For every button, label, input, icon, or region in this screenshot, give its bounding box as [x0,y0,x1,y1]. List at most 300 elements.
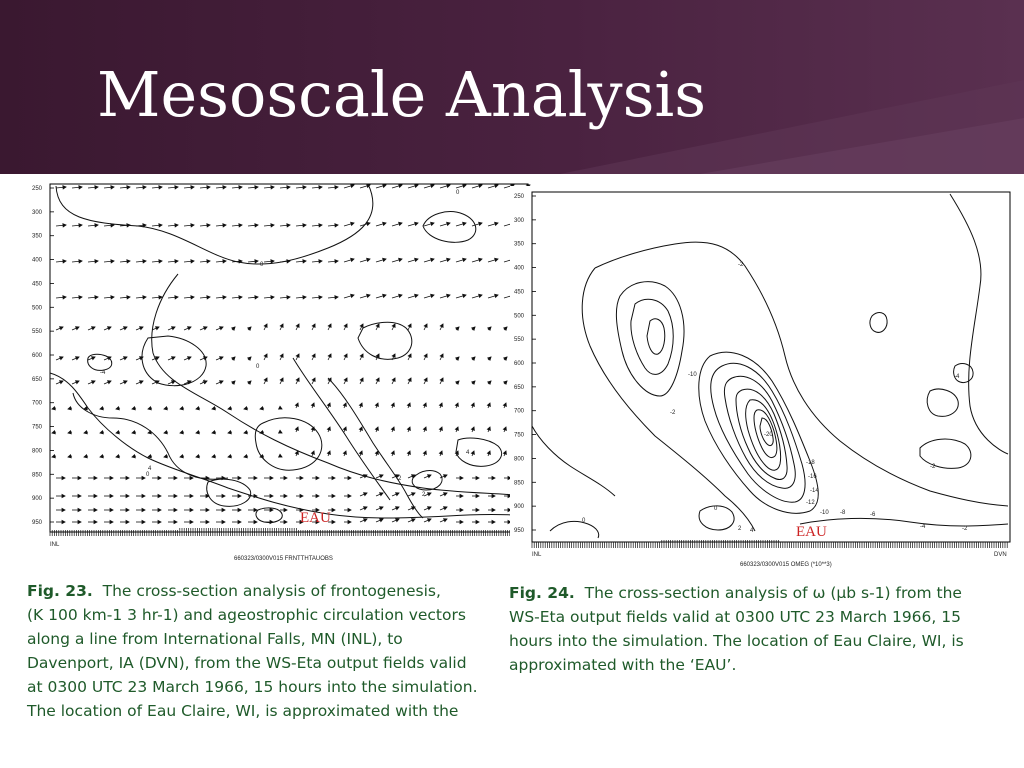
vector-arrowhead [159,224,162,227]
vector-arrowhead [132,455,135,458]
vector-arrowhead [124,327,127,330]
vector-arrowhead [222,520,225,523]
vector-arrowhead [396,507,399,510]
vector-arrowhead [415,222,418,225]
vector-arrowhead [407,451,410,454]
vector-arrowhead [92,327,95,330]
vector-arrowhead [444,475,447,478]
caption-fig-24 [509,581,1014,677]
vector-arrowhead [180,407,183,410]
vector-arrowhead [228,431,231,434]
vector-arrowhead [383,222,386,225]
right-contour-label: -20 [764,432,773,438]
vector-arrowhead [359,427,362,430]
vector-arrowhead [415,258,418,261]
vector-arrowhead [76,357,79,360]
vector-arrowhead [264,354,267,357]
vector-arrowhead [444,507,447,510]
vector-arrowhead [174,508,177,511]
vector-arrowhead [143,260,146,263]
vector-arrowhead [94,476,97,479]
right-contour-label: -16 [808,474,817,480]
vector-arrowhead [116,455,119,458]
vector-arrowhead [142,520,145,523]
left-pressure-tick-label-250: 250 [32,186,43,192]
left-pressure-tick-label-750: 750 [32,424,43,431]
vector-arrowhead [158,508,161,511]
vector-arrowhead [431,294,434,297]
vector-arrowhead [391,451,394,454]
right-contour-label: 0 [714,506,718,512]
vector-arrowhead [111,296,114,299]
vector-arrowhead [460,520,463,523]
vector-arrowhead [495,294,498,297]
vector-arrowhead [424,354,427,357]
vector-arrowhead [364,493,367,496]
vector-arrowhead [68,407,71,410]
vector-arrowhead [270,476,273,479]
vector-arrowhead [244,455,247,458]
vector-arrowhead [238,476,241,479]
vector-arrowhead [444,519,447,522]
vector-arrowhead [175,224,178,227]
vector-arrowhead [156,327,159,330]
vector-arrowhead [396,493,399,496]
vector-arrowhead [190,476,193,479]
vector-arrowhead [399,222,402,225]
vector-arrowhead [62,476,65,479]
vector-arrowhead [423,451,426,454]
vector-arrowhead [487,403,490,406]
figure-23-plot [28,178,518,568]
vector-arrowhead [316,494,319,497]
eau-marker-right: EAU [796,524,827,540]
vector-arrowhead [126,520,129,523]
vector-arrowhead [220,357,223,360]
vector-arrowhead [391,403,394,406]
vector-arrowhead [132,407,135,410]
vector-arrowhead [392,354,395,357]
right-pressure-tick-label-750: 750 [514,432,525,439]
vector-arrowhead [351,294,354,297]
vector-arrowhead [428,493,431,496]
vector-arrowhead [296,354,299,357]
vector-arrowhead [52,407,55,410]
vector-arrowhead [143,296,146,299]
right-contour-label: -2 [738,262,744,268]
vector-arrowhead [376,354,379,357]
vector-arrowhead [364,507,367,510]
vector-arrowhead [212,455,215,458]
right-contour-label: 2 [738,526,742,532]
vector-arrowhead [175,296,178,299]
vector-arrowhead [238,508,241,511]
vector-arrowhead [376,324,379,327]
vector-arrowhead [220,327,223,330]
vector-arrowhead [408,354,411,357]
left-pressure-tick-label-500: 500 [32,305,43,312]
vector-arrowhead [284,508,287,511]
right-pressure-tick-label-450: 450 [514,289,525,296]
vector-arrowhead [175,260,178,263]
vector-arrowhead [447,294,450,297]
right-contour-label: -8 [840,510,846,516]
vector-arrowhead [62,520,65,523]
vector-arrowhead [327,403,330,406]
vector-arrowhead [439,427,442,430]
vector-arrowhead [172,327,175,330]
vector-arrowhead [239,296,242,299]
vector-arrowhead [359,403,362,406]
vector-arrowhead [455,427,458,430]
vector-arrowhead [238,494,241,497]
left-pressure-tick-label-950: 950 [32,520,43,526]
vector-arrowhead [303,186,306,189]
left-contour-label: 2 [422,492,426,498]
vector-arrowhead [244,431,247,434]
slide-header [0,0,1024,174]
vector-arrowhead [158,476,161,479]
figure-23 [28,178,518,568]
vector-arrowhead [380,475,383,478]
vector-arrowhead [94,494,97,497]
vector-arrowhead [415,184,418,187]
right-pressure-tick-label-550: 550 [514,337,525,344]
vector-arrowhead [492,508,495,511]
vector-arrowhead [351,184,354,187]
vector-arrowhead [375,403,378,406]
frontogenesis-contours [50,184,526,523]
vector-arrowhead [296,378,299,381]
vector-arrowhead [116,407,119,410]
vector-arrowhead [270,494,273,497]
vector-arrowhead [159,260,162,263]
vector-arrowhead [415,294,418,297]
vector-arrowhead [312,324,315,327]
vector-arrowhead [424,378,427,381]
vector-arrowhead [196,407,199,410]
vector-arrowhead [174,520,177,523]
right-pressure-tick-label-900: 900 [514,504,525,511]
vector-arrowhead [124,357,127,360]
vector-arrowhead [487,451,490,454]
vector-arrowhead [222,494,225,497]
vector-arrowhead [295,451,298,454]
left-contour-label: 0 [260,262,264,268]
vector-arrowhead [126,476,129,479]
vector-arrowhead [479,258,482,261]
vector-arrowhead [95,296,98,299]
vector-arrowhead [238,520,241,523]
vector-arrowhead [383,184,386,187]
vector-arrowhead [360,324,363,327]
vector-arrowhead [52,431,55,434]
vector-arrowhead [476,494,479,497]
left-pressure-tick-label-550: 550 [32,329,43,336]
vector-arrowhead [407,403,410,406]
vector-arrowhead [78,508,81,511]
vector-arrowhead [327,427,330,430]
vector-arrowhead [332,494,335,497]
vector-arrowhead [158,520,161,523]
vector-arrowhead [111,260,114,263]
eau-marker-left: EAU [300,510,331,526]
vector-arrowhead [335,296,338,299]
vector-arrowhead [312,378,315,381]
vector-arrowhead [207,186,210,189]
left-pressure-tick-label-400: 400 [32,257,43,264]
left-pressure-tick-label-800: 800 [32,448,43,455]
vector-arrowhead [463,222,466,225]
vector-arrowhead [335,260,338,263]
vector-arrowhead [212,407,215,410]
vector-arrowhead [190,520,193,523]
vector-arrowhead [255,224,258,227]
right-pressure-tick-label-600: 600 [514,361,525,367]
vector-arrowhead [222,508,225,511]
vector-arrowhead [428,507,431,510]
left-contour-label: 0 [146,472,150,478]
caption-23-line-2: (K 100 km-1 3 hr-1) and ageostrophic circulation vectors [27,606,466,624]
vector-arrowhead [316,476,319,479]
vector-arrowhead [94,520,97,523]
vector-arrowhead [108,381,111,384]
vector-arrowhead [380,519,383,522]
vector-arrowhead [63,296,66,299]
vector-arrowhead [60,357,63,360]
vector-arrowhead [295,427,298,430]
left-pressure-tick-label-700: 700 [32,400,43,407]
vector-arrowhead [204,327,207,330]
vector-arrowhead [492,476,495,479]
vector-arrowhead [100,455,103,458]
vector-arrowhead [63,224,66,227]
right-contour-label: -12 [806,500,815,506]
vector-arrowhead [476,476,479,479]
vector-arrowhead [127,296,130,299]
vector-arrowhead [295,403,298,406]
vector-arrowhead [196,431,199,434]
vector-arrowhead [396,519,399,522]
vector-arrowhead [142,476,145,479]
left-pressure-tick-label-850: 850 [32,472,43,479]
vector-arrowhead [95,224,98,227]
vector-arrowhead [95,186,98,189]
vector-arrowhead [431,184,434,187]
vector-arrowhead [367,294,370,297]
vector-arrowhead [479,222,482,225]
vector-arrowhead [367,258,370,261]
left-pressure-tick-label-300: 300 [32,209,43,216]
vector-arrowhead [455,403,458,406]
vector-arrowhead [447,184,450,187]
vector-arrowhead [311,451,314,454]
vector-arrowhead [158,494,161,497]
vector-arrowhead [296,324,299,327]
vector-arrowhead [428,475,431,478]
vector-arrowhead [78,476,81,479]
caption-fig-23 [27,579,522,720]
vector-arrowhead [76,327,79,330]
right-x-start-label: INL [532,552,542,558]
caption-23-line-5: at 0300 UTC 23 March 1966, 15 hours into the simulation. [27,678,478,696]
vector-arrowhead [110,520,113,523]
vector-arrowhead [335,224,338,227]
right-pressure-tick-label-700: 700 [514,408,525,415]
vector-arrowhead [312,354,315,357]
vector-arrowhead [479,184,482,187]
left-contour-label: 0 [256,364,260,370]
vector-arrowhead [174,494,177,497]
vector-arrowhead [408,324,411,327]
vector-arrowhead [239,224,242,227]
vector-arrowhead [343,451,346,454]
vector-arrowhead [63,260,66,263]
right-contour-label: 4 [750,528,754,534]
vector-arrowhead [303,296,306,299]
vector-arrowhead [375,427,378,430]
vector-arrowhead [143,186,146,189]
vector-arrowhead [111,186,114,189]
vector-arrowhead [279,454,282,457]
vector-arrowhead [110,508,113,511]
vector-arrowhead [431,258,434,261]
vector-arrowhead [344,378,347,381]
vector-arrowhead [190,494,193,497]
vector-arrowhead [351,258,354,261]
vector-arrowhead [439,403,442,406]
vector-arrowhead [191,260,194,263]
right-contour-label: -10 [820,510,829,516]
right-pressure-tick-label-300: 300 [514,217,525,224]
vector-arrowhead [344,324,347,327]
vector-arrowhead [399,294,402,297]
vector-arrowhead [348,494,351,497]
vector-arrowhead [319,296,322,299]
vector-arrowhead [392,324,395,327]
vector-arrowhead [78,494,81,497]
omega-contours [532,194,1008,538]
vector-arrowhead [244,407,247,410]
vector-arrowhead [164,455,167,458]
left-contour-label: 0 [456,190,460,196]
vector-arrowhead [503,427,506,430]
vector-arrowhead [254,520,257,523]
left-x-start-label: INL [50,542,60,548]
vector-arrowhead [284,476,287,479]
vector-arrowhead [428,519,431,522]
vector-arrowhead [140,327,143,330]
vector-arrowhead [110,494,113,497]
left-contour-label: 4 [148,466,152,472]
vector-arrowhead [62,508,65,511]
left-pressure-tick-label-600: 600 [32,353,43,359]
right-pressure-tick-label-250: 250 [514,194,525,200]
right-contour-label: -2 [962,526,968,532]
vector-arrowhead [126,494,129,497]
vector-arrowhead [132,431,135,434]
vector-arrowhead [460,508,463,511]
vector-arrowhead [180,455,183,458]
vector-arrowhead [284,494,287,497]
vector-arrowhead [431,222,434,225]
vector-arrowhead [84,455,87,458]
vector-arrowhead [423,427,426,430]
vector-arrowhead [228,455,231,458]
vector-arrowhead [212,431,215,434]
vector-arrowhead [360,354,363,357]
vector-arrowhead [100,431,103,434]
fig-23-label: Fig. 23. [27,582,93,600]
vector-arrowhead [78,520,81,523]
vector-arrowhead [126,508,129,511]
vector-arrowhead [79,224,82,227]
vector-arrowhead [287,296,290,299]
vector-arrowhead [287,224,290,227]
vector-arrowhead [463,184,466,187]
vector-arrowhead [255,186,258,189]
vector-arrowhead [264,378,267,381]
vector-arrowhead [440,354,443,357]
vector-arrowhead [79,260,82,263]
vector-arrowhead [92,357,95,360]
vector-arrowhead [108,327,111,330]
vector-arrowhead [223,186,226,189]
vector-arrowhead [332,476,335,479]
vector-arrowhead [476,520,479,523]
vector-arrowhead [60,327,63,330]
vector-arrowhead [206,520,209,523]
vector-arrowhead [460,476,463,479]
right-contour-label: -2 [670,410,676,416]
vector-arrowhead [68,431,71,434]
vector-arrowhead [279,430,282,433]
caption-23-line-3: along a line from International Falls, MN (INL), to [27,630,403,648]
vector-arrowhead [463,258,466,261]
vector-arrowhead [424,324,427,327]
vector-arrowhead [487,427,490,430]
right-contour-label: -10 [688,372,697,378]
vector-arrowhead [92,381,95,384]
vector-arrowhead [271,260,274,263]
vector-arrowhead [335,186,338,189]
vector-arrowhead [164,431,167,434]
right-contour-label: -4 [920,524,926,530]
right-pressure-tick-label-950: 950 [514,528,525,534]
left-pressure-tick-label-450: 450 [32,281,43,288]
vector-arrowhead [63,186,66,189]
right-contour-label: -4 [954,374,960,380]
vector-arrowhead [260,407,263,410]
vector-arrowhead [223,260,226,263]
vector-arrowhead [380,493,383,496]
vector-arrowhead [207,260,210,263]
vector-arrowhead [359,451,362,454]
caption-23-line-1: Fig. 23. The cross-section analysis of frontogenesis, [27,582,441,600]
vector-arrowhead [127,260,130,263]
left-contour-label: -4 [100,370,106,376]
right-x-end-label: DVN [994,552,1007,558]
vector-arrowhead [60,381,63,384]
right-contour-label: -14 [810,488,819,494]
caption-24-line-1: Fig. 24. The cross-section analysis of ω (µb s-1) from the [509,584,962,602]
vector-arrowhead [447,222,450,225]
vector-arrowhead [492,520,495,523]
fig-24-label: Fig. 24. [509,584,575,602]
vector-arrowhead [423,403,426,406]
vector-arrowhead [440,324,443,327]
vector-arrowhead [84,431,87,434]
